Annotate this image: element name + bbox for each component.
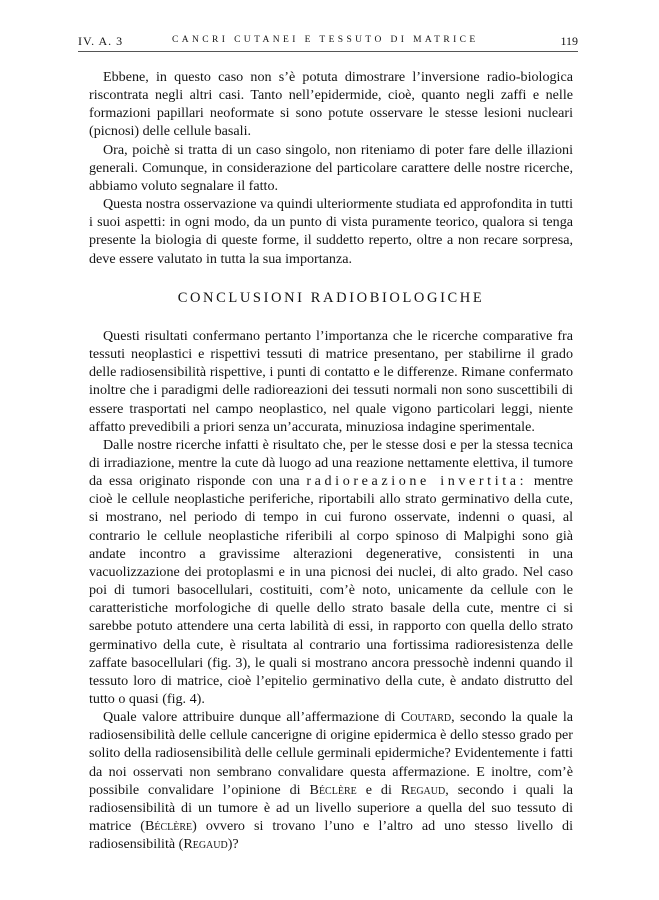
paragraph-osservazione: Questa nostra osservazione va quindi ulteriormente studiata ed approfondita in tutti i suoi aspetti: in ogni modo, da un punto di vista puramente teorico, qualora si tenga presente la biologia di queste forme, il suddetto reperto, oltre a non recare sorpresa, deve essere valutato in tutta la sua importanza. — [89, 196, 573, 267]
ricerche-text-start: Dalle nostre ricerche infatti è risultato che, per le stesse dosi e per la stessa tecnica di irradiazione, mentre la cute dà luogo ad una reazione nettamente elettiva, il tumore da essa originato risponde con una — [89, 436, 573, 490]
header-rule — [78, 51, 578, 52]
paragraph-quale-valore — [89, 708, 573, 853]
page-number: 119 — [560, 34, 578, 48]
running-title: CANCRI CUTANEI E TESSUTO DI MATRICE — [172, 35, 479, 45]
paragraph-ricerche — [89, 436, 573, 708]
paragraph-conclusioni: Questi risultati confermano pertanto l’importanza che le ricerche comparative fra tessuti neoplastici e rispettivi tessuti di matrice presentano, per stabilirne il grado delle radiosensibilità rispettive, i punti di contatto e le differenze. Rimane confermato inoltre che i paradigmi delle radioreazioni dei tessuti normali non sono suscettibili di essere trasportati nel campo neoplastico, nel quale vigono particolari leggi, niente affatto prevedibili a priori senza un’accurata, minuziosa indagine sperimentale. — [89, 327, 573, 435]
quale-text-3: e di — [365, 781, 392, 798]
running-header — [78, 34, 578, 52]
quale-text-4: , secondo i quali la radiosensibilità di un tumore è ad un livello superiore a quella del suo tessuto di matrice ( — [89, 781, 573, 835]
body-text — [89, 68, 573, 853]
quale-text-2: , secondo la quale la radiosensibilità delle cellule cancerigne di origine epidermica è dello stesso grado per solito della radiosensibilità delle cellule germinali epidermiche? Evidentemente i fatti da noi osservati non sembrano convalidare questa affermazione. E inoltre, com’è possibile convalidare l’opinione di — [89, 709, 573, 798]
section-reference: IV. A. 3 — [78, 34, 124, 48]
quale-text-6: )? — [227, 836, 239, 853]
quale-text-1: Quale valore attribuire dunque all’affermazione di — [103, 709, 396, 726]
author-regaud: Regaud — [400, 781, 446, 798]
author-regaud-2: Regaud — [183, 836, 228, 853]
author-coutard: Coutard — [400, 709, 452, 726]
author-beclere: Béclère — [309, 781, 357, 798]
section-title: CONCLUSIONI RADIOBIOLOGICHE — [177, 289, 485, 306]
paragraph-caso-singolo: Ora, poichè si tratta di un caso singolo, non riteniamo di poter fare delle illazioni generali. Comunque, in considerazione del particolare carattere delle nostre ricerche, abbiamo voluto segnalare il fatto. — [89, 141, 573, 194]
quale-text-5: ) ovvero si trovano l’uno e l’altro ad uno stesso livello di radiosensibilità ( — [89, 818, 573, 853]
author-beclere-2: Béclère — [144, 818, 193, 835]
ricerche-text-end: mentre cioè le cellule neoplastiche periferiche, riportabili allo strato germinativo della cute, si mostrano, nel periodo di tempo in cui furono osservate, indenni o quasi, al contrario le cellule neoplastiche riferibili al corpo spinoso di Malpighi sono già andate incontro a gravissime alterazioni degenerative, consistenti in una vacuolizzazione dei protoplasmi e in una picnosi dei nuclei, di alto grado. Nel caso poi di tumori basocellulari, costituiti, com’è noto, unicamente da cellule con le caratteristiche morfologiche di quelle dello strato basale della cute, mentre ci si sarebbe potuto attendere una certa labilità di essi, in rapporto con quella dello strato germinativo della cute, è risultata al contrario una fortissima radioresistenza delle zaffate basocellulari (fig. 3), le quali si mostrano ancora pressochè indenni quando il tessuto loro di matrice, cioè l’epitelio germinativo della cute, è andato distrutto del tutto o quasi (fig. 4). — [89, 473, 573, 707]
spaced-emphasis: radioreazione invertita: — [306, 473, 528, 490]
paragraph-inversione: Ebbene, in questo caso non s’è potuta dimostrare l’inversione radio-biologica riscontrata negli altri casi. Tanto nell’epidermide, cioè, quanto negli zaffi e nelle formazioni papillari neoformate si sono potute osservare le stesse lesioni nucleari (picnosi) delle cellule basali. — [89, 69, 573, 140]
